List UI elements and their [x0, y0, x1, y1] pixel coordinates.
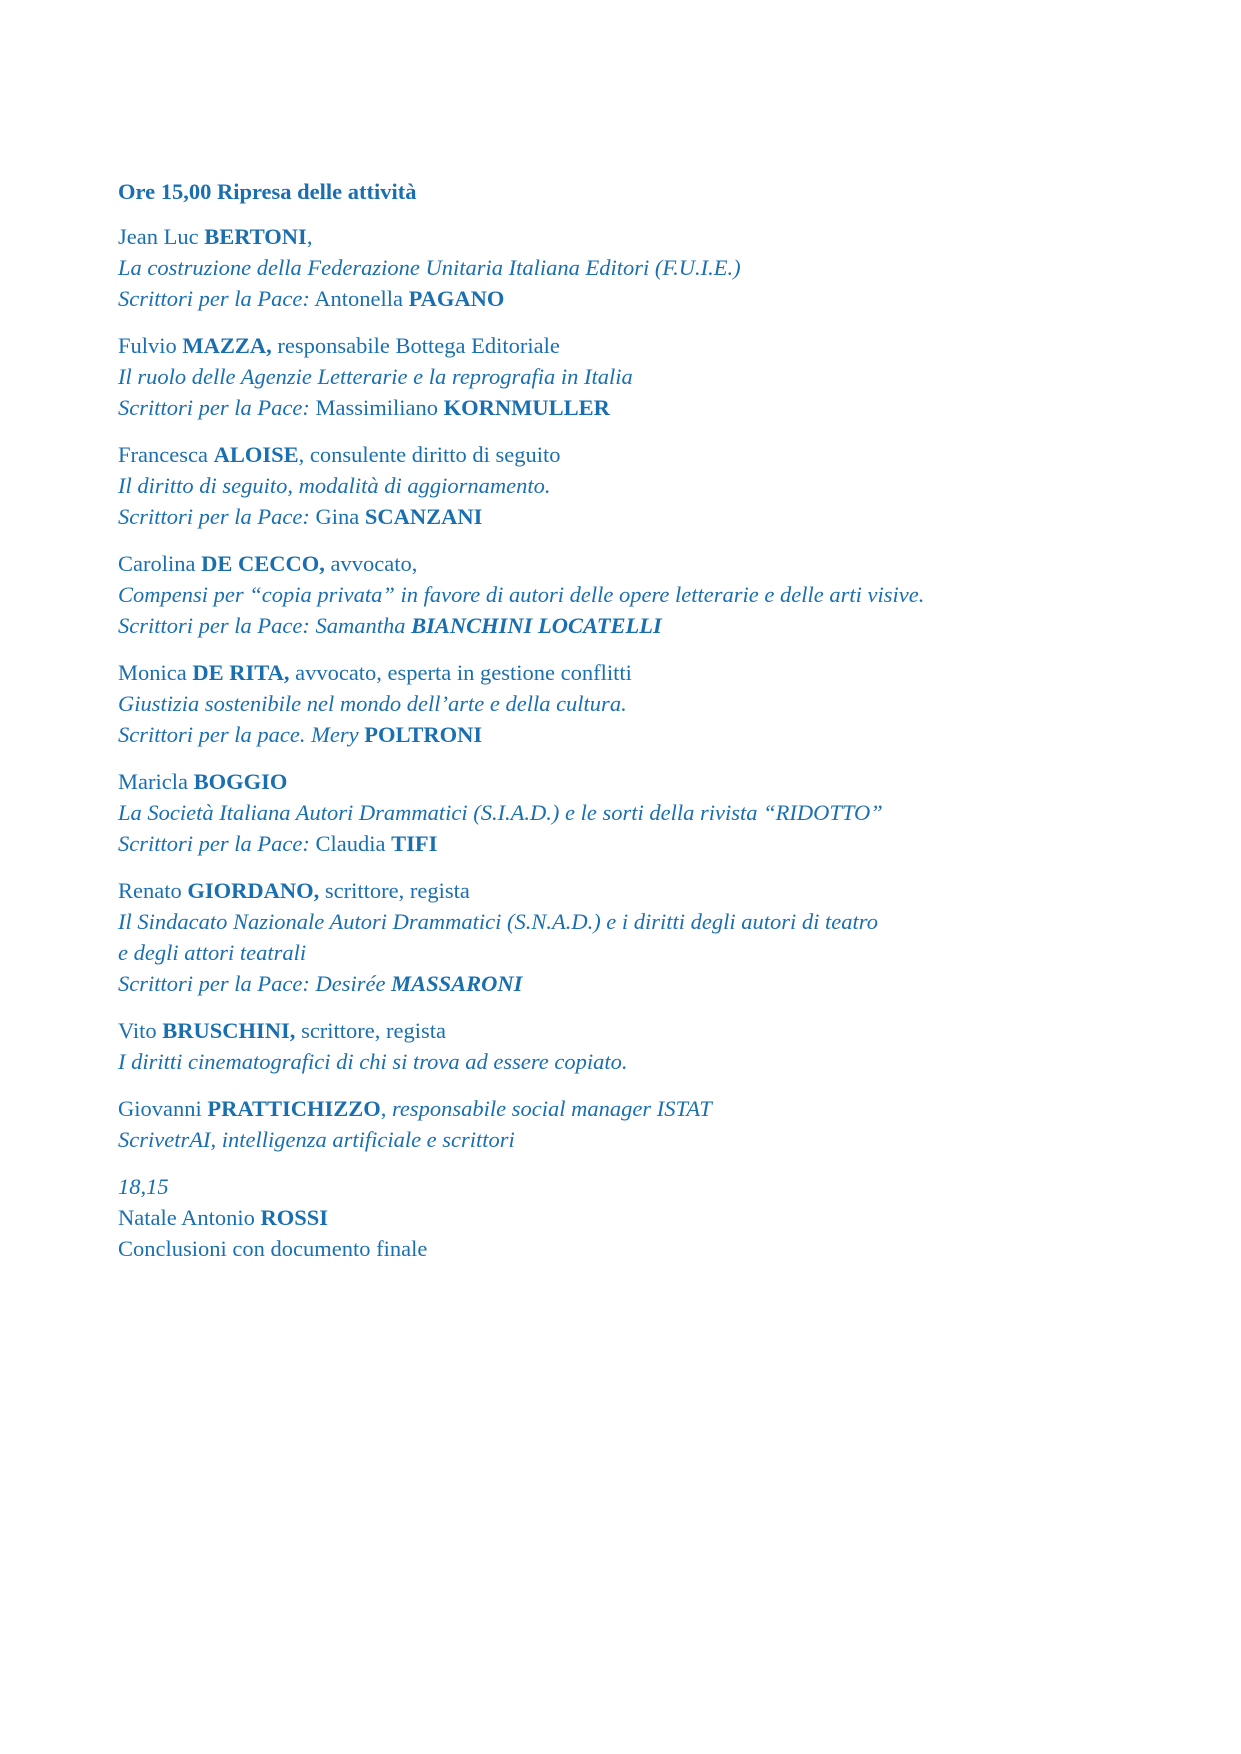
speaker-line	[118, 875, 1158, 906]
speaker-line	[118, 657, 1158, 688]
writer-first-name: Massimiliano	[309, 395, 444, 420]
speaker-first-name: Maricla	[118, 769, 194, 794]
writer-last-name: MASSARONI	[391, 971, 523, 996]
speaker-first-name: Monica	[118, 660, 193, 685]
speaker-block	[118, 875, 1158, 999]
speaker-role: responsabile Bottega Editoriale	[271, 333, 560, 358]
writer-last-name: KORNMULLER	[443, 395, 610, 420]
speaker-block	[118, 221, 1158, 314]
speaker-role: avvocato, esperta in gestione conflitti	[289, 660, 632, 685]
speaker-role: scrittore, regista	[319, 878, 470, 903]
speaker-last-name: GIORDANO,	[187, 878, 320, 903]
writer-for-peace-line	[118, 392, 1158, 423]
writer-first-name: Gina	[309, 504, 365, 529]
writer-label: Scrittori per la Pace: Desirée	[118, 971, 392, 996]
talk-title: Giustizia sostenibile nel mondo dell’arte e della cultura.	[118, 691, 627, 716]
writer-first-name: Claudia	[309, 831, 392, 856]
writer-for-peace-line	[118, 501, 1158, 532]
speaker-last-name: DE CECCO,	[201, 551, 325, 576]
speaker-first-name: Carolina	[118, 551, 202, 576]
writer-label: Scrittori per la pace. Mery	[118, 722, 365, 747]
writer-last-name: SCANZANI	[364, 504, 483, 529]
speaker-block	[118, 1093, 1158, 1155]
section-heading: Ore 15,00 Ripresa delle attività	[118, 179, 417, 204]
speaker-last-name: DE RITA,	[192, 660, 290, 685]
speaker-first-name: Francesca	[118, 442, 214, 467]
speaker-role: avvocato,	[324, 551, 418, 576]
speaker-block	[118, 439, 1158, 532]
writer-last-name: TIFI	[391, 831, 438, 856]
speaker-line	[118, 548, 1158, 579]
talk-title: I diritti cinematografici di chi si trova ad essere copiato.	[118, 1049, 628, 1074]
speaker-line	[118, 221, 1158, 252]
speaker-line	[118, 766, 1158, 797]
talk-title: La Società Italiana Autori Drammatici (S.I.A.D.) e le sorti della rivista “RIDOTTO”	[118, 800, 883, 825]
writer-for-peace-line	[118, 968, 1158, 999]
writer-for-peace-line	[118, 283, 1158, 314]
speaker-last-name: BERTONI	[204, 224, 307, 249]
writer-for-peace-line	[118, 828, 1158, 859]
talk-title: Compensi per “copia privata” in favore di autori delle opere letterarie e delle arti visive.	[118, 582, 925, 607]
speaker-first-name: Vito	[118, 1018, 163, 1043]
speaker-role-italic: responsabile social manager ISTAT	[392, 1096, 712, 1121]
speaker-line	[118, 1015, 1158, 1046]
closing-note: Conclusioni con documento finale	[118, 1236, 428, 1261]
speaker-first-name: Fulvio	[118, 333, 183, 358]
writer-for-peace-line	[118, 719, 1158, 750]
speaker-list	[118, 221, 1158, 1155]
speaker-block	[118, 1015, 1158, 1077]
writer-first-name: Antonella	[309, 286, 409, 311]
closing-speaker: Natale Antonio ROSSI	[118, 1205, 329, 1230]
closing-time: 18,15	[118, 1174, 169, 1199]
speaker-block	[118, 548, 1158, 641]
writer-for-peace-line	[118, 610, 1158, 641]
writer-label: Scrittori per la Pace:	[118, 504, 310, 529]
speaker-first-name: Jean Luc	[118, 224, 205, 249]
writer-label: Scrittori per la Pace:	[118, 831, 310, 856]
speaker-block	[118, 657, 1158, 750]
writer-label: Scrittori per la Pace:	[118, 395, 310, 420]
talk-title: e degli attori teatrali	[118, 940, 307, 965]
writer-last-name: POLTRONI	[364, 722, 483, 747]
speaker-role: scrittore, regista	[295, 1018, 447, 1043]
speaker-line	[118, 439, 1158, 470]
talk-title: Il diritto di seguito, modalità di aggiornamento.	[118, 473, 551, 498]
writer-label: Scrittori per la Pace:	[118, 286, 310, 311]
speaker-role: ,	[306, 224, 313, 249]
talk-title: Il Sindacato Nazionale Autori Drammatici (S.N.A.D.) e i diritti degli autori di teatro	[118, 909, 878, 934]
speaker-last-name: BRUSCHINI,	[162, 1018, 296, 1043]
speaker-role: , consulente diritto di seguito	[298, 442, 561, 467]
speaker-first-name: Giovanni	[118, 1096, 208, 1121]
speaker-last-name: BOGGIO	[193, 769, 288, 794]
speaker-last-name: PRATTICHIZZO	[207, 1096, 381, 1121]
closing-block	[118, 1171, 1158, 1264]
writer-last-name: PAGANO	[408, 286, 505, 311]
speaker-last-name: ALOISE	[213, 442, 299, 467]
speaker-line	[118, 330, 1158, 361]
writer-label: Scrittori per la Pace: Samantha	[118, 613, 412, 638]
speaker-block	[118, 330, 1158, 423]
speaker-role: ,	[380, 1096, 392, 1121]
talk-title: La costruzione della Federazione Unitaria Italiana Editori (F.U.I.E.)	[118, 255, 741, 280]
speaker-last-name: MAZZA,	[182, 333, 272, 358]
talk-title: Il ruolo delle Agenzie Letterarie e la reprografia in Italia	[118, 364, 633, 389]
speaker-line	[118, 1093, 1158, 1124]
speaker-first-name: Renato	[118, 878, 188, 903]
speaker-block	[118, 766, 1158, 859]
talk-title: ScrivetrAI, intelligenza artificiale e scrittori	[118, 1127, 515, 1152]
writer-last-name: BIANCHINI LOCATELLI	[411, 613, 662, 638]
program-content	[118, 176, 1158, 1280]
